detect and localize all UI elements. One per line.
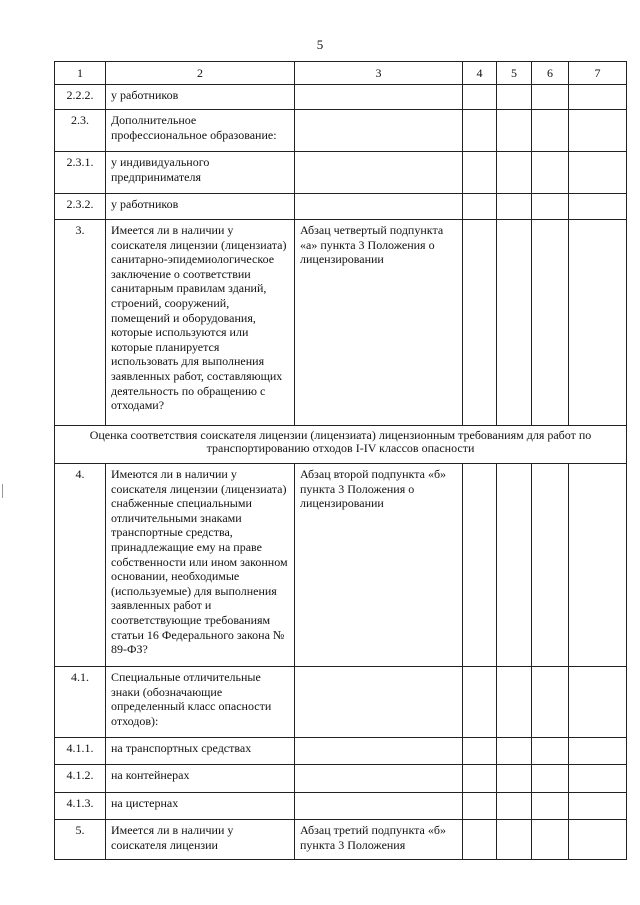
check-cell-5 <box>497 667 532 738</box>
question-cell: у индивидуального предпринимателя <box>106 152 295 194</box>
check-cell-6 <box>532 152 569 194</box>
column-header: 4 <box>463 62 497 85</box>
check-cell-6 <box>532 220 569 426</box>
item-number: 5. <box>55 820 106 860</box>
check-cell-5 <box>497 793 532 820</box>
question-cell: у работников <box>106 194 295 220</box>
question-cell: на цистернах <box>106 793 295 820</box>
note-cell <box>569 793 627 820</box>
question-cell: у работников <box>106 85 295 110</box>
check-cell-5 <box>497 738 532 765</box>
question-cell: Специальные отличительные знаки (обозначающие определенный класс опасности отходов): <box>106 667 295 738</box>
reference-cell <box>295 194 463 220</box>
check-cell-4 <box>463 765 497 793</box>
check-cell-6 <box>532 464 569 667</box>
column-header: 7 <box>569 62 627 85</box>
check-cell-6 <box>532 85 569 110</box>
table-row <box>55 820 627 860</box>
page-number: 5 <box>316 37 324 52</box>
check-cell-4 <box>463 793 497 820</box>
note-cell <box>569 464 627 667</box>
column-header: 6 <box>532 62 569 85</box>
question-cell: Имеется ли в наличии у соискателя лицензии (лицензиата) санитарно-эпидемиологическое заключение о соответствии санитарным правилам зданий, строений, сооружений, помещений и оборудования, которые используются или которые планируется использовать для выполнения заявленных работ, составляющих деятельность по обращению с отходами? <box>106 220 295 426</box>
check-cell-4 <box>463 738 497 765</box>
reference-cell <box>295 765 463 793</box>
reference-cell: Абзац второй подпункта «б» пункта 3 Положения о лицензировании <box>295 464 463 667</box>
check-cell-6 <box>532 793 569 820</box>
check-cell-6 <box>532 765 569 793</box>
note-cell <box>569 220 627 426</box>
table-row <box>55 738 627 765</box>
note-cell <box>569 667 627 738</box>
reference-cell: Абзац четвертый подпункта «а» пункта 3 Положения о лицензировании <box>295 220 463 426</box>
check-cell-6 <box>532 194 569 220</box>
check-cell-5 <box>497 464 532 667</box>
note-cell <box>569 765 627 793</box>
reference-cell <box>295 152 463 194</box>
table-row <box>55 765 627 793</box>
item-number: 2.2.2. <box>55 85 106 110</box>
table-row <box>55 464 627 667</box>
item-number: 2.3.1. <box>55 152 106 194</box>
check-cell-4 <box>463 464 497 667</box>
column-header: 3 <box>295 62 463 85</box>
reference-cell <box>295 110 463 152</box>
check-cell-5 <box>497 194 532 220</box>
checklist-table <box>54 61 627 860</box>
check-cell-6 <box>532 738 569 765</box>
check-cell-6 <box>532 820 569 860</box>
table-body <box>55 85 627 860</box>
check-cell-4 <box>463 220 497 426</box>
note-cell <box>569 820 627 860</box>
section-header-row <box>55 426 627 464</box>
item-number: 2.3. <box>55 110 106 152</box>
check-cell-6 <box>532 667 569 738</box>
question-cell: Имеются ли в наличии у соискателя лицензии (лицензиата) снабженные специальными отличительными знаками транспортные средства, принадлежащие ему на праве собственности или ином законном основании, необходимые (используемые) для выполнения заявленных работ и соответствующие требованиям статьи 16 Федерального закона № 89-ФЗ? <box>106 464 295 667</box>
reference-cell <box>295 667 463 738</box>
question-cell: на транспортных средствах <box>106 738 295 765</box>
header-row <box>55 62 627 85</box>
column-header: 1 <box>55 62 106 85</box>
reference-cell <box>295 85 463 110</box>
item-number: 4.1.1. <box>55 738 106 765</box>
item-number: 4.1.2. <box>55 765 106 793</box>
check-cell-4 <box>463 667 497 738</box>
check-cell-5 <box>497 152 532 194</box>
check-cell-4 <box>463 152 497 194</box>
check-cell-5 <box>497 220 532 426</box>
reference-cell <box>295 738 463 765</box>
check-cell-5 <box>497 765 532 793</box>
check-cell-5 <box>497 820 532 860</box>
table-row <box>55 667 627 738</box>
item-number: 4. <box>55 464 106 667</box>
check-cell-4 <box>463 820 497 860</box>
table-row <box>55 152 627 194</box>
question-cell: Имеется ли в наличии у соискателя лицензии <box>106 820 295 860</box>
reference-cell <box>295 793 463 820</box>
margin-mark <box>2 484 3 498</box>
item-number: 3. <box>55 220 106 426</box>
item-number: 4.1.3. <box>55 793 106 820</box>
note-cell <box>569 194 627 220</box>
question-cell: на контейнерах <box>106 765 295 793</box>
check-cell-4 <box>463 85 497 110</box>
table-row <box>55 793 627 820</box>
table-row <box>55 220 627 426</box>
check-cell-5 <box>497 85 532 110</box>
table-row <box>55 110 627 152</box>
column-header: 2 <box>106 62 295 85</box>
item-number: 4.1. <box>55 667 106 738</box>
note-cell <box>569 110 627 152</box>
check-cell-5 <box>497 110 532 152</box>
column-header: 5 <box>497 62 532 85</box>
table-row <box>55 85 627 110</box>
check-cell-6 <box>532 110 569 152</box>
table-row <box>55 194 627 220</box>
question-cell: Дополнительное профессиональное образование: <box>106 110 295 152</box>
section-title: Оценка соответствия соискателя лицензии (лицензиата) лицензионным требованиям для работ по транспортированию отходов I-IV классов опасности <box>55 426 627 464</box>
check-cell-4 <box>463 194 497 220</box>
note-cell <box>569 152 627 194</box>
reference-cell: Абзац третий подпункта «б» пункта 3 Положения <box>295 820 463 860</box>
note-cell <box>569 85 627 110</box>
check-cell-4 <box>463 110 497 152</box>
item-number: 2.3.2. <box>55 194 106 220</box>
note-cell <box>569 738 627 765</box>
